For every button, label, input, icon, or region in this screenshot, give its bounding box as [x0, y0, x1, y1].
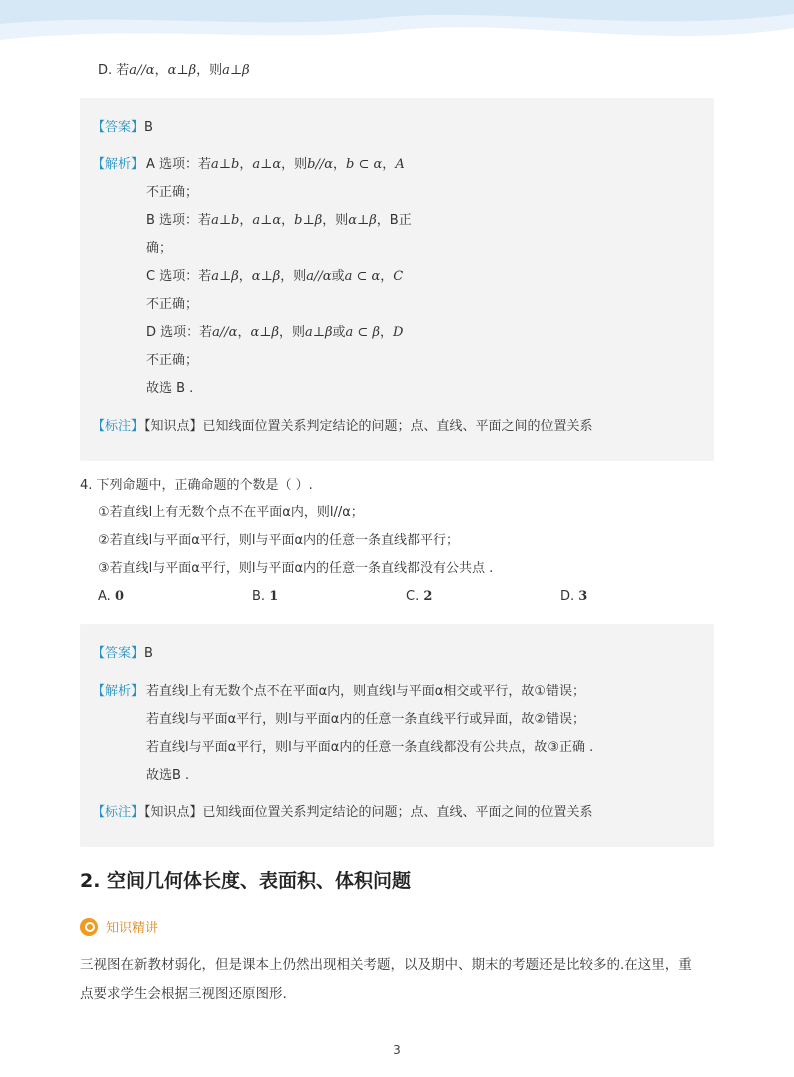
text: 或	[331, 269, 345, 284]
math-expr: a⊥b	[211, 157, 240, 172]
math-expr: D	[392, 325, 404, 340]
text: ，则	[279, 325, 306, 340]
text: ，	[238, 269, 252, 284]
note-text: 【知识点】已知线面位置关系判定结论的问题；点、直线、平面之间的位置关系	[144, 419, 593, 434]
math-expr: b ⊂ α	[346, 157, 383, 172]
page-number: 3	[393, 1043, 401, 1057]
analysis-line: 故选B .	[146, 768, 190, 783]
text: 或	[332, 325, 346, 340]
math-expr: a⊥β	[222, 63, 250, 78]
q3-option-d	[98, 61, 250, 81]
q4-statement: ③若直线l与平面α平行，则l与平面α内的任意一条直线都没有公共点 .	[98, 561, 494, 576]
text: ，	[239, 213, 253, 228]
math-expr: a⊥β	[305, 325, 333, 340]
option-label: B.	[252, 589, 266, 604]
answer-value: B	[144, 646, 153, 661]
q4-option-b	[252, 587, 278, 607]
q4-statement: ①若直线l上有无数个点不在平面α内，则l//α；	[98, 505, 364, 520]
answer-value: B	[144, 120, 153, 135]
math-expr: a⊥α	[252, 157, 282, 172]
text: ，	[380, 269, 394, 284]
knowledge-badge	[80, 917, 158, 936]
math-expr: α⊥β	[348, 213, 377, 228]
analysis-line	[146, 211, 412, 231]
badge-label: 知识精讲	[106, 921, 159, 936]
math-expr: b//α	[307, 157, 334, 172]
math-expr: b⊥β	[294, 213, 323, 228]
answer-tag: 【答案】	[92, 646, 145, 661]
option-value: 3	[578, 589, 588, 604]
section-paragraph-line: 三视图在新教材弱化，但是课本上仍然出现相关考题，以及期中、期末的考题还是比较多的.在这里，重	[80, 957, 692, 973]
option-value: 1	[269, 589, 279, 604]
analysis-line: 确；	[146, 241, 173, 256]
section-title: 2. 空间几何体长度、表面积、体积问题	[80, 870, 412, 892]
text: ，则	[322, 213, 349, 228]
analysis-line	[146, 323, 403, 343]
math-expr: α⊥β	[167, 63, 197, 78]
header-wave-decoration	[0, 0, 794, 56]
text: ，	[333, 157, 347, 172]
math-expr: a//α	[129, 63, 155, 78]
q3-answer-row	[92, 118, 153, 138]
analysis-line: 故选 B .	[146, 381, 194, 396]
analysis-line: 不正确；	[146, 185, 199, 200]
lightbulb-icon	[80, 918, 98, 936]
note-tag: 【标注】	[92, 805, 145, 820]
math-expr: α⊥β	[251, 269, 281, 284]
math-expr: α⊥β	[250, 325, 279, 340]
separator: ，	[154, 63, 168, 78]
analysis-tag: 【解析】	[92, 684, 145, 699]
math-expr: a⊥α	[252, 213, 282, 228]
math-expr: a⊥β	[211, 269, 239, 284]
q4-option-a	[98, 587, 124, 607]
text: ，	[237, 325, 251, 340]
q4-answer-row	[92, 644, 153, 664]
option-label: D.	[560, 589, 575, 604]
math-expr: a//α	[306, 269, 332, 284]
math-expr: a ⊂ β	[345, 325, 380, 340]
note-tag: 【标注】	[92, 419, 145, 434]
analysis-line: 不正确；	[146, 297, 199, 312]
text: ，	[281, 213, 295, 228]
q4-note-row	[92, 803, 593, 823]
text: D 选项：若	[146, 325, 213, 340]
math-expr: C	[393, 269, 404, 284]
analysis-line	[146, 267, 403, 287]
math-expr: a//α	[212, 325, 238, 340]
text: C 选项：若	[146, 269, 212, 284]
analysis-line: 若直线l上有无数个点不在平面α内，则直线l与平面α相交或平行，故①错误；	[146, 684, 586, 699]
text: A 选项：若	[146, 157, 212, 172]
math-expr: A	[395, 157, 405, 172]
text: ，则	[281, 157, 308, 172]
q4-option-c	[406, 587, 432, 607]
math-expr: a ⊂ α	[344, 269, 381, 284]
text: ，	[382, 157, 396, 172]
text: B 选项：若	[146, 213, 212, 228]
q4-option-d	[560, 587, 587, 607]
option-label: C.	[406, 589, 420, 604]
answer-tag: 【答案】	[92, 120, 145, 135]
option-d-prefix: D. 若	[98, 63, 130, 78]
option-value: 0	[114, 589, 124, 604]
analysis-line: 若直线l与平面α平行，则l与平面α内的任意一条直线平行或异面，故②错误；	[146, 712, 586, 727]
section-paragraph-line: 点要求学生会根据三视图还原图形.	[80, 986, 287, 1002]
q4-statement: ②若直线l与平面α平行，则l与平面α内的任意一条直线都平行；	[98, 533, 460, 548]
note-text: 【知识点】已知线面位置关系判定结论的问题；点、直线、平面之间的位置关系	[144, 805, 593, 820]
analysis-line: 不正确；	[146, 353, 199, 368]
analysis-tag: 【解析】	[92, 157, 145, 172]
q3-note-row	[92, 417, 593, 437]
q4-stem: 4. 下列命题中，正确命题的个数是（ ）.	[80, 478, 313, 493]
connector: ，则	[196, 63, 223, 78]
option-label: A.	[98, 589, 111, 604]
option-value: 2	[423, 589, 433, 604]
math-expr: a⊥b	[211, 213, 240, 228]
text: ，	[379, 325, 393, 340]
text: ，B正	[376, 213, 412, 228]
analysis-line: 若直线l与平面α平行，则l与平面α内的任意一条直线都没有公共点，故③正确 .	[146, 740, 594, 755]
text: ，则	[280, 269, 307, 284]
analysis-line	[146, 155, 405, 175]
text: ，	[239, 157, 253, 172]
